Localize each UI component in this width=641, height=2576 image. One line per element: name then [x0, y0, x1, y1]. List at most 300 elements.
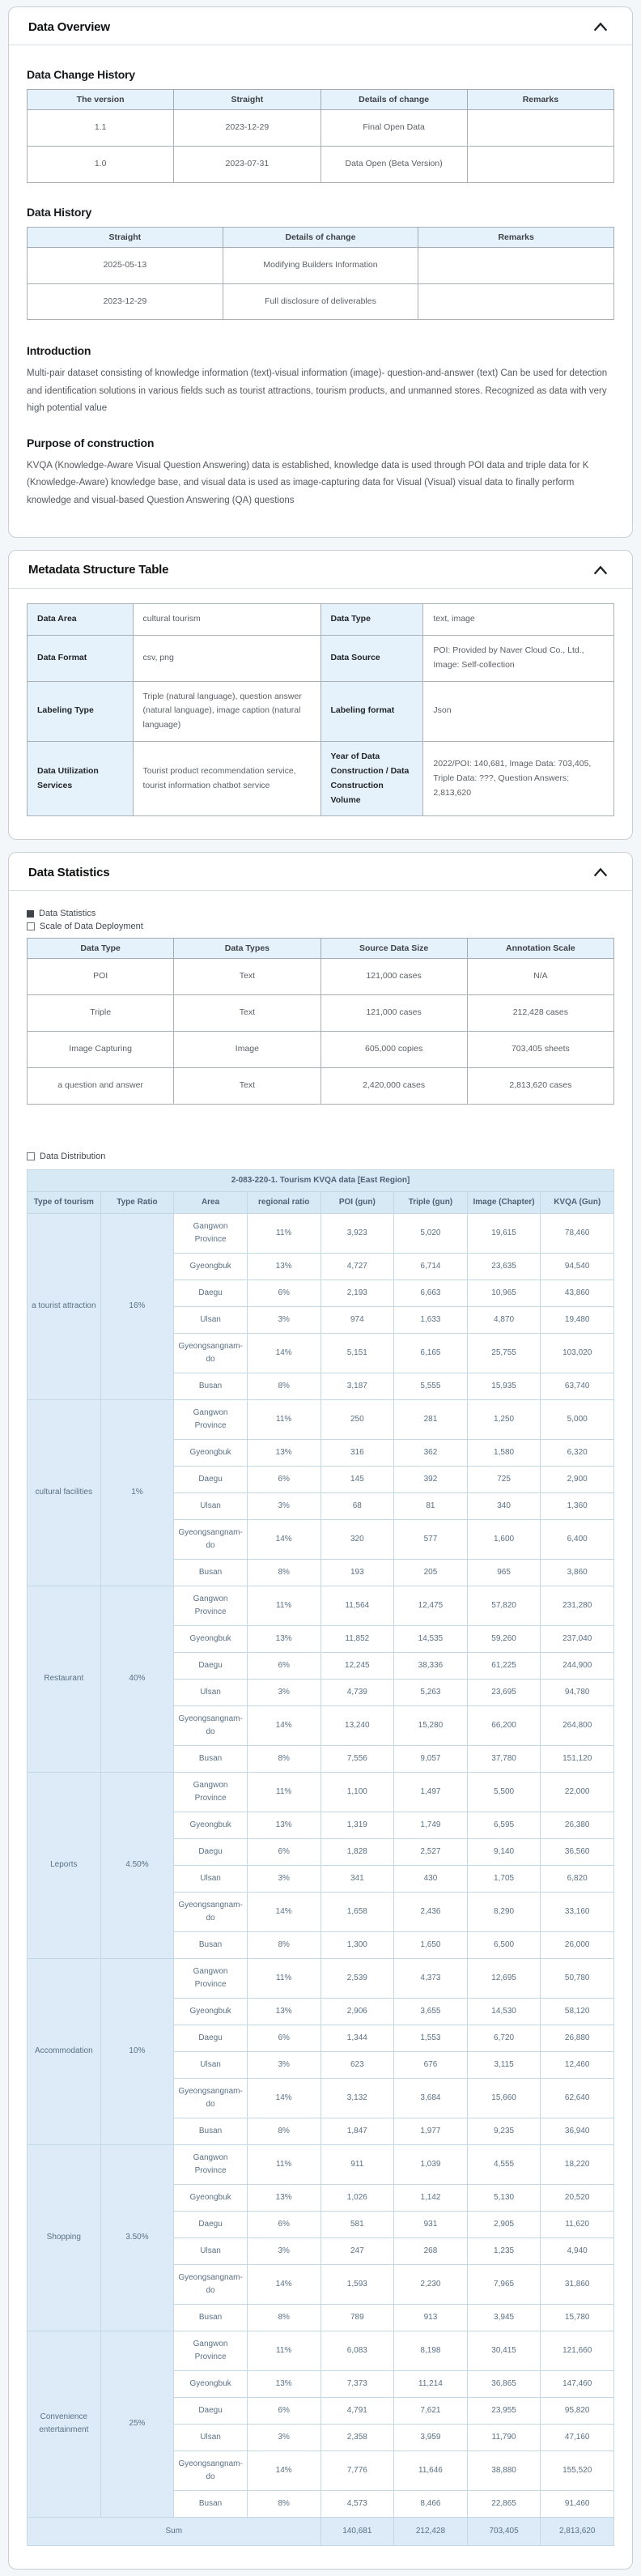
table-cell: 237,040	[541, 1625, 614, 1652]
table-cell: 244,900	[541, 1652, 614, 1679]
table-cell: POI	[28, 959, 174, 995]
chevron-up-icon	[592, 869, 609, 881]
table-cell: 94,780	[541, 1679, 614, 1705]
table-cell: 2025-05-13	[28, 247, 223, 283]
meta-label: Data Area	[28, 603, 134, 635]
column-header: Source Data Size	[320, 939, 467, 959]
table-cell: Gyeongsangnam-do	[174, 2264, 248, 2304]
card-title: Data Overview	[28, 19, 110, 34]
table-cell: 1,250	[467, 1399, 541, 1439]
table-cell: 2,527	[394, 1838, 468, 1865]
table-cell: 3,655	[394, 1998, 468, 2025]
table-row	[28, 1213, 614, 1253]
deployment-table	[27, 938, 614, 1104]
meta-value: POI: Provided by Naver Cloud Co., Ltd., Image: Self-collection	[423, 635, 614, 681]
table-cell: 1,553	[394, 2025, 468, 2051]
table-cell: a question and answer	[28, 1067, 174, 1104]
table-cell: 1,300	[320, 1931, 394, 1958]
table-cell: 11%	[247, 1213, 320, 1253]
table-cell: 5,020	[394, 1213, 468, 1253]
table-cell: 320	[320, 1519, 394, 1559]
table-cell: 789	[320, 2304, 394, 2331]
table-cell: 14%	[247, 2264, 320, 2304]
table-cell: 2,905	[467, 2211, 541, 2238]
table-cell: 1,847	[320, 2118, 394, 2144]
type-ratio-cell: 10%	[100, 1958, 174, 2144]
table-cell: 1,142	[394, 2184, 468, 2211]
table-row	[28, 995, 614, 1032]
meta-label: Labeling format	[320, 681, 423, 742]
table-cell: 6,720	[467, 2025, 541, 2051]
table-cell: 22,865	[467, 2490, 541, 2517]
table-cell: 23,695	[467, 1679, 541, 1705]
table-cell: 13%	[247, 1998, 320, 2025]
sum-value: 703,405	[467, 2517, 541, 2545]
table-cell: 50,780	[541, 1958, 614, 1998]
meta-label: Data Format	[28, 635, 134, 681]
table-cell: 3,860	[541, 1559, 614, 1586]
table-cell: 7,556	[320, 1745, 394, 1772]
table-row	[28, 1772, 614, 1812]
table-cell: Gyeongbuk	[174, 1625, 248, 1652]
table-cell: 2023-07-31	[174, 146, 320, 182]
data-statistics-header	[9, 853, 632, 891]
table-cell: 3,684	[394, 2078, 468, 2118]
table-cell: 12,475	[394, 1586, 468, 1625]
column-header: Triple (gun)	[394, 1191, 468, 1213]
table-cell: 11%	[247, 1772, 320, 1812]
table-cell: Daegu	[174, 2025, 248, 2051]
table-cell: 6,714	[394, 1253, 468, 1279]
table-cell: 19,480	[541, 1306, 614, 1333]
table-cell: 247	[320, 2238, 394, 2264]
change-history-table	[27, 89, 614, 183]
table-cell: 911	[320, 2144, 394, 2184]
column-header: Type Ratio	[100, 1191, 174, 1213]
table-cell: 212,428 cases	[467, 995, 613, 1032]
legend-label: Data Distribution	[40, 1151, 106, 1161]
table-cell: Busan	[174, 2490, 248, 2517]
table-cell: 264,800	[541, 1705, 614, 1745]
table-cell: 205	[394, 1559, 468, 1586]
table-cell: Gyeongbuk	[174, 1439, 248, 1466]
table-cell: 6%	[247, 2211, 320, 2238]
table-cell: 13%	[247, 1625, 320, 1652]
table-cell: Modifying Builders Information	[223, 247, 418, 283]
table-row	[28, 2144, 614, 2184]
collapse-button[interactable]	[588, 864, 613, 880]
chevron-up-icon	[592, 23, 609, 36]
table-cell: 9,235	[467, 2118, 541, 2144]
table-cell: 6%	[247, 1838, 320, 1865]
column-header: Remarks	[418, 227, 614, 247]
table-cell: 6,320	[541, 1439, 614, 1466]
table-cell: 12,245	[320, 1652, 394, 1679]
introduction-heading: Introduction	[27, 344, 91, 358]
table-cell: 37,780	[467, 1745, 541, 1772]
table-cell: 8%	[247, 2304, 320, 2331]
table-cell: 22,000	[541, 1772, 614, 1812]
table-cell: 14%	[247, 1519, 320, 1559]
type-ratio-cell: 1%	[100, 1399, 174, 1586]
deployment-legend	[27, 922, 614, 931]
table-cell: Daegu	[174, 2397, 248, 2424]
table-cell: 11%	[247, 1586, 320, 1625]
table-cell: 392	[394, 1466, 468, 1492]
table-cell: Gangwon Province	[174, 1213, 248, 1253]
meta-value: 2022/POI: 140,681, Image Data: 703,405, Triple Data: ???, Question Answers: 2,813,620	[423, 742, 614, 816]
table-cell: Gyeongsangnam-do	[174, 1892, 248, 1931]
table-cell: 61,225	[467, 1652, 541, 1679]
table-cell: Daegu	[174, 1652, 248, 1679]
table-cell: 1,658	[320, 1892, 394, 1931]
table-cell: 1,593	[320, 2264, 394, 2304]
table-cell: 68	[320, 1492, 394, 1519]
table-row	[28, 603, 614, 635]
table-cell: 66,200	[467, 1705, 541, 1745]
table-cell: 7,965	[467, 2264, 541, 2304]
table-cell: 3%	[247, 1865, 320, 1892]
sum-row	[28, 2517, 614, 2545]
distribution-table-title: 2-083-220-1. Tourism KVQA data [East Region]	[28, 1169, 614, 1191]
column-header: POI (gun)	[320, 1191, 394, 1213]
table-cell	[467, 110, 613, 147]
meta-label: Data Source	[320, 635, 423, 681]
table-cell: 4,791	[320, 2397, 394, 2424]
table-cell: 3,923	[320, 1213, 394, 1253]
table-cell: 3%	[247, 1306, 320, 1333]
table-cell: 26,880	[541, 2025, 614, 2051]
type-ratio-cell: 16%	[100, 1213, 174, 1399]
table-cell: 78,460	[541, 1213, 614, 1253]
table-cell: 1,977	[394, 2118, 468, 2144]
table-cell: Gyeongbuk	[174, 1998, 248, 2025]
table-cell: 4,555	[467, 2144, 541, 2184]
table-cell: 11%	[247, 2144, 320, 2184]
table-cell: 4,940	[541, 2238, 614, 2264]
table-cell: 151,120	[541, 1745, 614, 1772]
table-cell: 2023-12-29	[28, 283, 223, 320]
table-cell: 14%	[247, 1705, 320, 1745]
purpose-text: KVQA (Knowledge-Aware Visual Question Answering) data is established, knowledge data is used through POI data and triple data for K (Knowledge-Aware) knowledge base, and visual data is used as image-capturing data for Visual (Visual) visual data to finally perform knowledge and visual-based Question Answering (QA) questions	[27, 461, 589, 505]
table-cell: Gyeongbuk	[174, 2370, 248, 2397]
table-cell: 7,621	[394, 2397, 468, 2424]
table-cell: Gangwon Province	[174, 1399, 248, 1439]
table-cell: 14,535	[394, 1625, 468, 1652]
column-header: Data Type	[28, 939, 174, 959]
table-cell: 63,740	[541, 1373, 614, 1399]
table-row	[28, 681, 614, 742]
table-cell: 974	[320, 1306, 394, 1333]
table-cell: 5,263	[394, 1679, 468, 1705]
table-cell: 15,780	[541, 2304, 614, 2331]
table-cell: 5,151	[320, 1333, 394, 1373]
table-cell: 15,280	[394, 1705, 468, 1745]
table-cell: Text	[174, 1067, 320, 1104]
table-cell: 8%	[247, 2118, 320, 2144]
table-cell: 1,026	[320, 2184, 394, 2211]
table-cell: 58,120	[541, 1998, 614, 2025]
sum-value: 140,681	[320, 2517, 394, 2545]
table-cell: 362	[394, 1439, 468, 1466]
table-cell: 1,039	[394, 2144, 468, 2184]
table-cell: 4,727	[320, 1253, 394, 1279]
table-cell: 7,373	[320, 2370, 394, 2397]
table-cell: 8%	[247, 1559, 320, 1586]
table-cell: Busan	[174, 1745, 248, 1772]
table-cell: 430	[394, 1865, 468, 1892]
chevron-up-icon	[592, 567, 609, 579]
table-cell: 43,860	[541, 1279, 614, 1306]
table-cell: 94,540	[541, 1253, 614, 1279]
sum-value: 212,428	[394, 2517, 468, 2545]
table-cell: 1,749	[394, 1812, 468, 1838]
table-cell: 1,580	[467, 1439, 541, 1466]
column-header: The version	[28, 90, 174, 110]
table-cell: 965	[467, 1559, 541, 1586]
table-cell	[418, 247, 614, 283]
table-cell: Text	[174, 995, 320, 1032]
table-cell: 19,615	[467, 1213, 541, 1253]
table-cell: 5,500	[467, 1772, 541, 1812]
column-header: Area	[174, 1191, 248, 1213]
meta-label: Data Type	[320, 603, 423, 635]
table-cell: 1,650	[394, 1931, 468, 1958]
table-cell: 2,900	[541, 1466, 614, 1492]
table-row	[28, 635, 614, 681]
table-cell: 23,635	[467, 1253, 541, 1279]
table-cell: 5,000	[541, 1399, 614, 1439]
type-ratio-cell: 4.50%	[100, 1772, 174, 1958]
table-cell: 3,115	[467, 2051, 541, 2078]
table-cell: 2,906	[320, 1998, 394, 2025]
sum-label: Sum	[28, 2517, 321, 2545]
table-cell: 725	[467, 1466, 541, 1492]
type-ratio-cell: 3.50%	[100, 2144, 174, 2331]
table-cell: Busan	[174, 1559, 248, 1586]
table-cell: 340	[467, 1492, 541, 1519]
tourism-type-cell: a tourist attraction	[28, 1213, 101, 1399]
table-cell: 14%	[247, 2078, 320, 2118]
column-header: Details of change	[320, 90, 467, 110]
table-cell: 1,100	[320, 1772, 394, 1812]
table-cell: 3%	[247, 2051, 320, 2078]
table-cell: Gangwon Province	[174, 2331, 248, 2370]
table-cell: 4,870	[467, 1306, 541, 1333]
table-cell: 268	[394, 2238, 468, 2264]
table-row	[28, 1958, 614, 1998]
table-cell: 2,230	[394, 2264, 468, 2304]
meta-value: cultural tourism	[133, 603, 320, 635]
column-header: Annotation Scale	[467, 939, 613, 959]
table-cell: Image Capturing	[28, 1032, 174, 1068]
table-row	[28, 146, 614, 182]
column-header: Straight	[174, 90, 320, 110]
table-cell: 11,564	[320, 1586, 394, 1625]
table-cell: 11,214	[394, 2370, 468, 2397]
table-cell: 6,400	[541, 1519, 614, 1559]
table-cell: 31,860	[541, 2264, 614, 2304]
table-cell: 9,057	[394, 1745, 468, 1772]
card-title: Data Statistics	[28, 865, 110, 879]
table-cell: Busan	[174, 2118, 248, 2144]
table-cell: 8,290	[467, 1892, 541, 1931]
meta-value: Tourist product recommendation service, tourist information chatbot service	[133, 742, 320, 816]
table-cell: Gyeongsangnam-do	[174, 2078, 248, 2118]
table-cell: 1,319	[320, 1812, 394, 1838]
table-cell: 6,820	[541, 1865, 614, 1892]
metadata-card	[8, 550, 633, 840]
table-cell: 103,020	[541, 1333, 614, 1373]
change-history-heading: Data Change History	[27, 68, 135, 81]
table-cell: 1,497	[394, 1772, 468, 1812]
table-cell: 38,336	[394, 1652, 468, 1679]
table-cell: Data Open (Beta Version)	[320, 146, 467, 182]
table-cell: 4,739	[320, 1679, 394, 1705]
table-cell: Text	[174, 959, 320, 995]
table-cell: 36,560	[541, 1838, 614, 1865]
introduction-text: Multi-pair dataset consisting of knowledge information (text)-visual information (image)- question-and-answer (text) Can be used for detection and identification solutions in various fields such as tourist attractions, tourism products, and unmanned stores. Recognized as data with very high potential value	[27, 368, 608, 413]
table-cell: Triple	[28, 995, 174, 1032]
table-cell: Ulsan	[174, 2424, 248, 2450]
type-ratio-cell: 40%	[100, 1586, 174, 1772]
table-cell: 2023-12-29	[174, 110, 320, 147]
table-cell: 6,083	[320, 2331, 394, 2370]
meta-label: Data Utilization Services	[28, 742, 134, 816]
table-cell: 1,600	[467, 1519, 541, 1559]
table-cell: 1,360	[541, 1492, 614, 1519]
column-header: KVQA (Gun)	[541, 1191, 614, 1213]
table-cell: Gyeongbuk	[174, 2184, 248, 2211]
table-row	[28, 1067, 614, 1104]
table-cell: Ulsan	[174, 2051, 248, 2078]
table-cell: 577	[394, 1519, 468, 1559]
table-cell: 1.0	[28, 146, 174, 182]
tourism-type-cell: cultural facilities	[28, 1399, 101, 1586]
metadata-header	[9, 551, 632, 589]
table-cell: 913	[394, 2304, 468, 2331]
table-cell: 3%	[247, 2424, 320, 2450]
table-cell: 155,520	[541, 2450, 614, 2490]
column-header: Remarks	[467, 90, 613, 110]
table-cell: 6%	[247, 2025, 320, 2051]
table-cell: Ulsan	[174, 1865, 248, 1892]
table-cell: 147,460	[541, 2370, 614, 2397]
card-title: Metadata Structure Table	[28, 563, 169, 577]
table-cell: 4,373	[394, 1958, 468, 1998]
column-header: Image (Chapter)	[467, 1191, 541, 1213]
table-cell: 281	[394, 1399, 468, 1439]
table-cell: Gyeongsangnam-do	[174, 1705, 248, 1745]
table-row	[28, 110, 614, 147]
collapse-button[interactable]	[588, 19, 613, 35]
legend-label: Data Statistics	[39, 909, 96, 919]
table-cell: 13%	[247, 2184, 320, 2211]
table-cell: Daegu	[174, 1838, 248, 1865]
table-cell: 6%	[247, 1466, 320, 1492]
table-row	[28, 1032, 614, 1068]
tourism-type-cell: Restaurant	[28, 1586, 101, 1772]
table-row	[28, 959, 614, 995]
table-cell: 316	[320, 1439, 394, 1466]
table-cell: 6,663	[394, 1279, 468, 1306]
table-cell: 7,776	[320, 2450, 394, 2490]
type-ratio-cell: 25%	[100, 2331, 174, 2517]
table-cell: 4,573	[320, 2490, 394, 2517]
table-cell: 20,520	[541, 2184, 614, 2211]
table-cell: 13%	[247, 1812, 320, 1838]
table-cell: 2,420,000 cases	[320, 1067, 467, 1104]
table-row	[28, 1586, 614, 1625]
table-cell: 193	[320, 1559, 394, 1586]
table-cell: 62,640	[541, 2078, 614, 2118]
table-cell: Gangwon Province	[174, 2144, 248, 2184]
table-cell: 12,460	[541, 2051, 614, 2078]
data-overview-header	[9, 7, 632, 45]
purpose-heading: Purpose of construction	[27, 436, 155, 450]
table-cell: 3%	[247, 1492, 320, 1519]
table-row	[28, 247, 614, 283]
table-cell: 30,415	[467, 2331, 541, 2370]
table-cell: 36,865	[467, 2370, 541, 2397]
table-cell: Gyeongsangnam-do	[174, 2450, 248, 2490]
table-cell: 12,695	[467, 1958, 541, 1998]
table-cell: 3,945	[467, 2304, 541, 2331]
table-cell: 8%	[247, 1931, 320, 1958]
table-cell: 3,959	[394, 2424, 468, 2450]
table-cell: 14%	[247, 1333, 320, 1373]
table-cell: 3,132	[320, 2078, 394, 2118]
table-cell: 23,955	[467, 2397, 541, 2424]
table-cell: 3%	[247, 1679, 320, 1705]
table-cell: Busan	[174, 1373, 248, 1399]
table-cell: Ulsan	[174, 1679, 248, 1705]
table-cell: 2,436	[394, 1892, 468, 1931]
table-cell: Daegu	[174, 2211, 248, 2238]
table-cell: 2,193	[320, 1279, 394, 1306]
table-cell: 14%	[247, 1892, 320, 1931]
table-cell: 250	[320, 1399, 394, 1439]
table-cell: 11%	[247, 2331, 320, 2370]
empty-square-icon	[27, 922, 35, 930]
table-cell: Gangwon Province	[174, 1586, 248, 1625]
table-cell: 26,000	[541, 1931, 614, 1958]
collapse-button[interactable]	[588, 562, 613, 578]
tourism-type-cell: Leports	[28, 1772, 101, 1958]
tourism-type-cell: Shopping	[28, 2144, 101, 2331]
table-cell: 11,620	[541, 2211, 614, 2238]
table-cell: 95,820	[541, 2397, 614, 2424]
column-header: regional ratio	[247, 1191, 320, 1213]
table-cell: Daegu	[174, 1279, 248, 1306]
data-overview-card	[8, 6, 633, 538]
empty-square-icon	[27, 1152, 35, 1160]
table-cell	[418, 283, 614, 320]
table-cell: 6,595	[467, 1812, 541, 1838]
table-cell: 13%	[247, 1439, 320, 1466]
table-cell: 15,935	[467, 1373, 541, 1399]
table-row	[28, 283, 614, 320]
metadata-body	[9, 589, 632, 839]
table-cell: 11,646	[394, 2450, 468, 2490]
table-cell: 8,466	[394, 2490, 468, 2517]
meta-value: text, image	[423, 603, 614, 635]
table-cell: Gangwon Province	[174, 1772, 248, 1812]
distribution-table	[27, 1169, 614, 2546]
table-cell: 8%	[247, 1373, 320, 1399]
metadata-table	[27, 603, 614, 816]
table-cell: 6%	[247, 1279, 320, 1306]
